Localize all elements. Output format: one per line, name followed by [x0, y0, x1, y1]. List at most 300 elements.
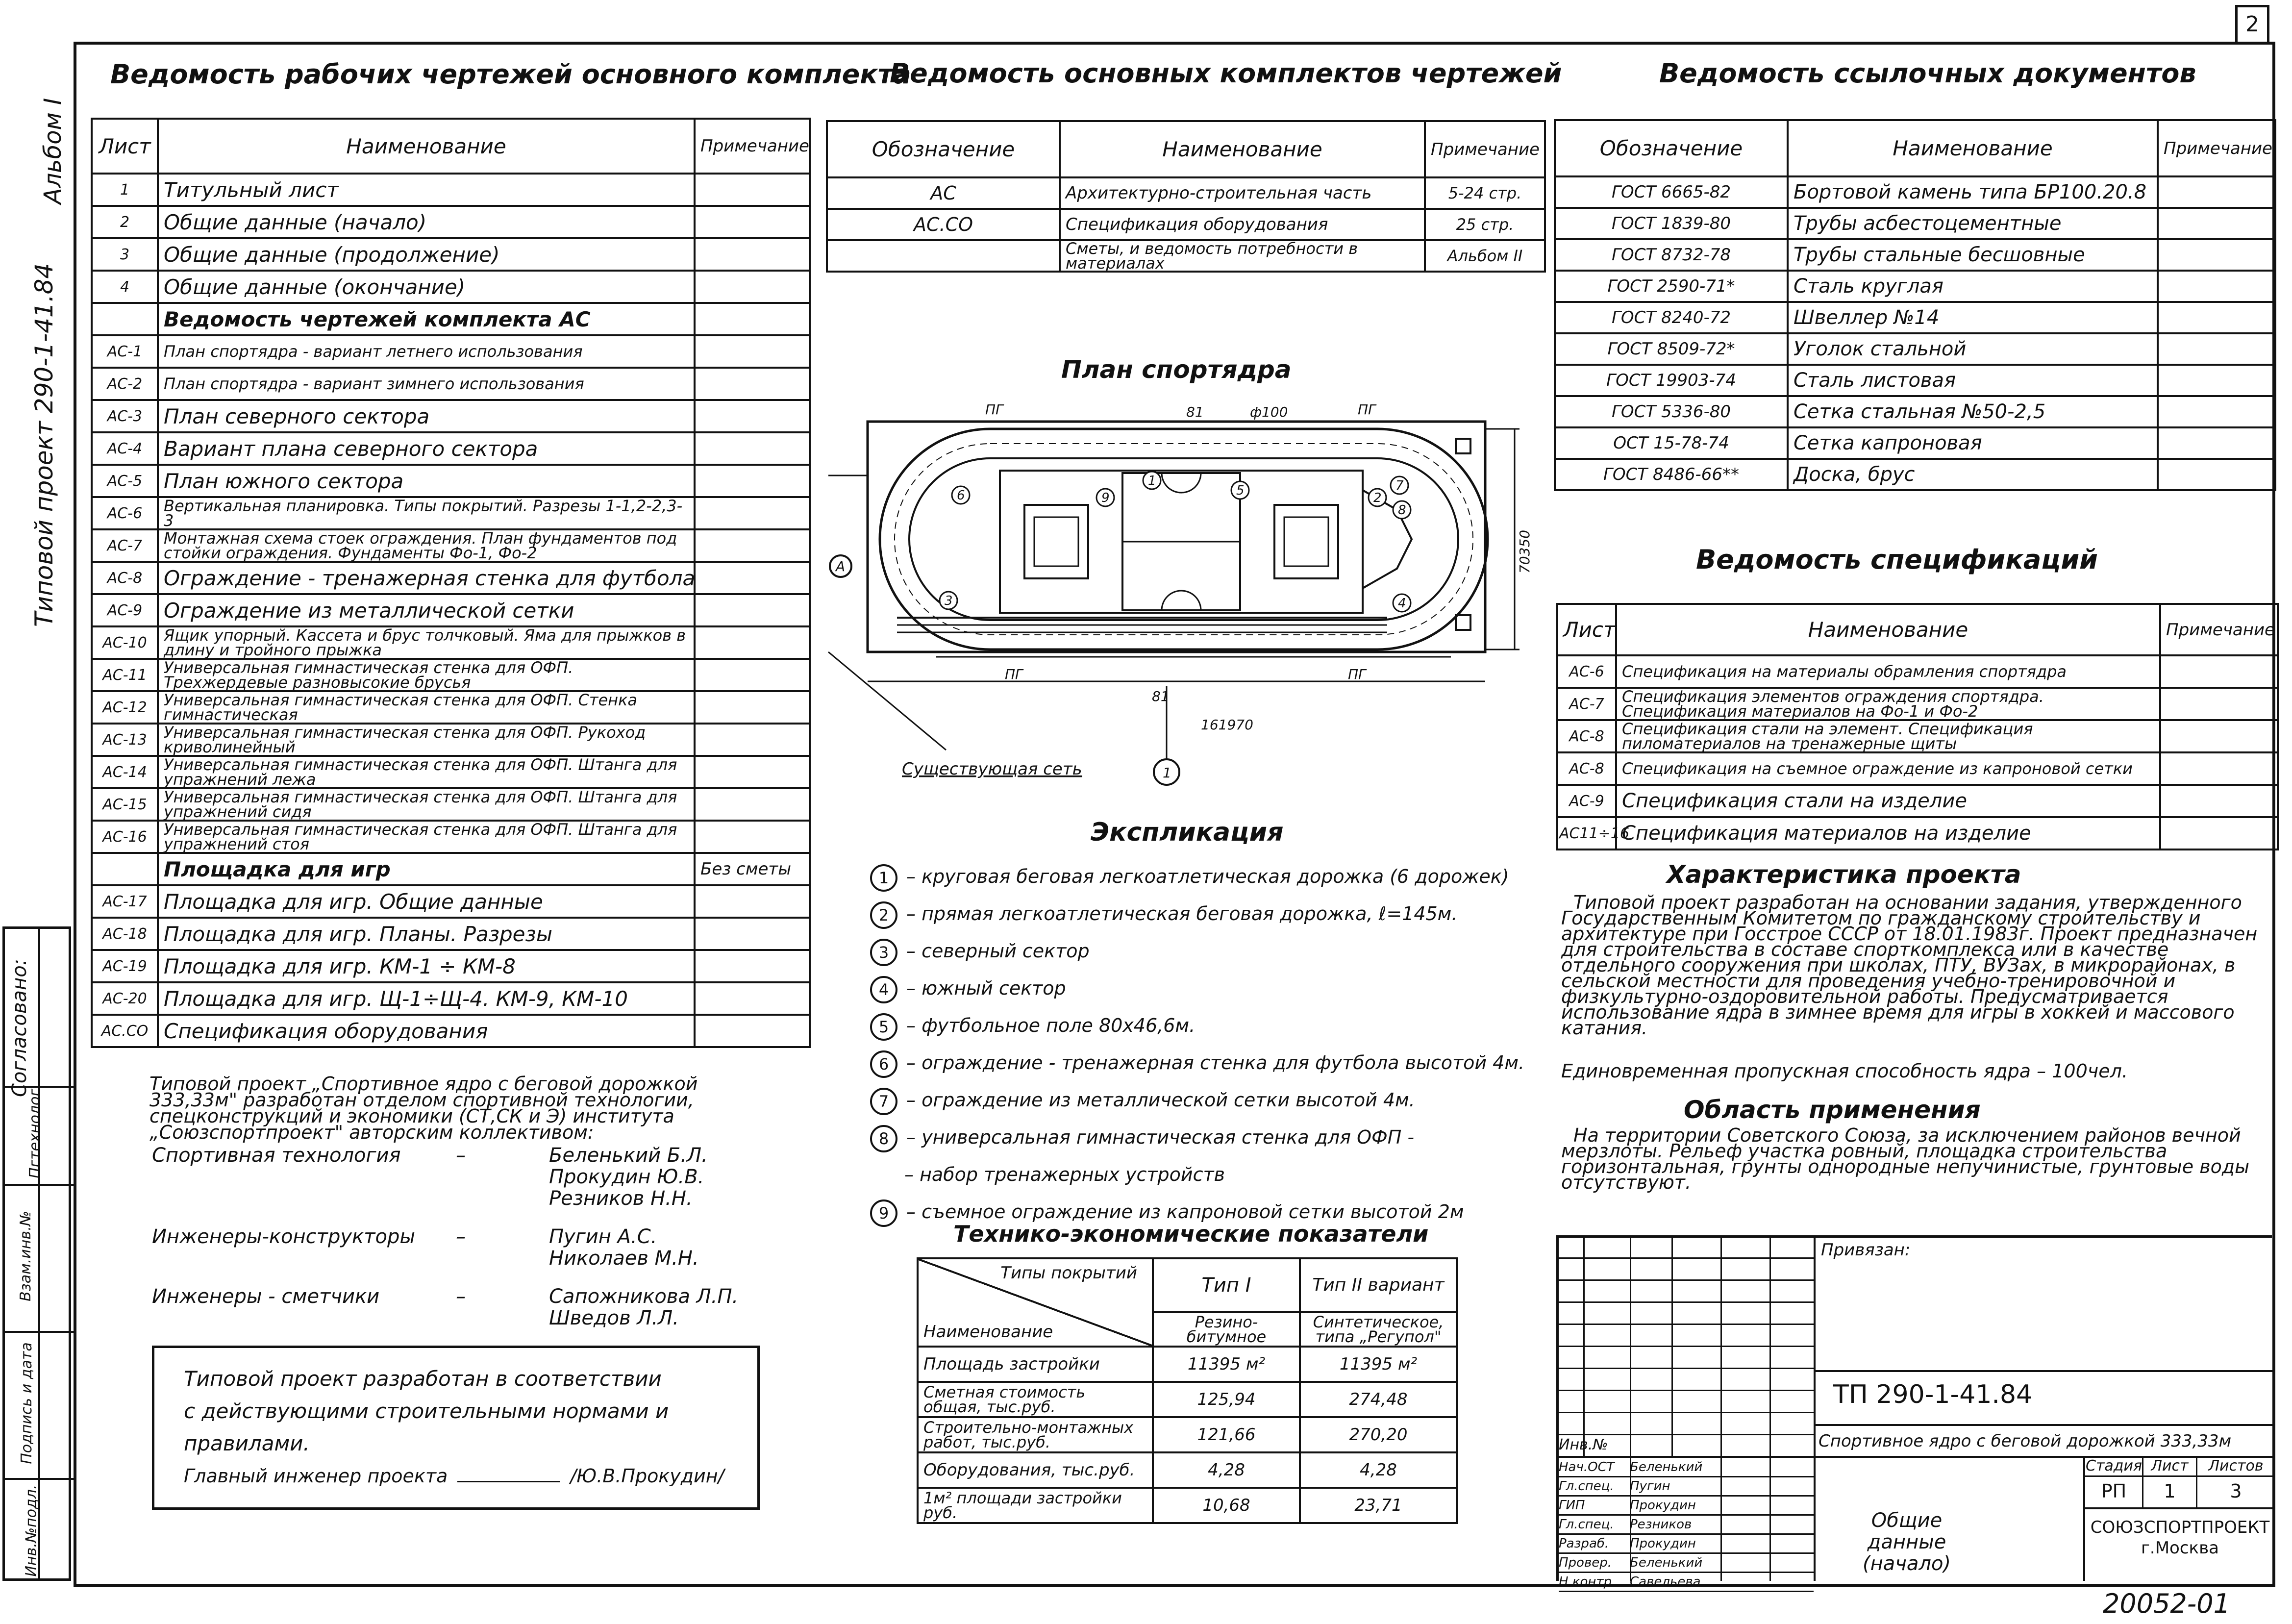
t2-name: Спецификация оборудования	[1060, 209, 1425, 240]
main-sets-table	[826, 120, 1546, 273]
t1-row	[92, 562, 810, 594]
role-row	[1559, 1535, 1814, 1554]
expl-num: 2	[870, 901, 897, 929]
t4-row	[1557, 655, 2278, 688]
tep-name: 1м² площади застройки руб.	[918, 1488, 1153, 1523]
role-row	[1559, 1573, 1814, 1592]
t3-note	[2158, 176, 2275, 208]
t1-sheet: АС-1	[92, 335, 158, 368]
dim-height: 70350	[1517, 529, 1533, 574]
t4-note	[2160, 720, 2278, 752]
t2-row	[827, 177, 1545, 209]
t4-row	[1557, 785, 2278, 817]
t4-name: Спецификация стали на элемент. Спецификация пиломатериалов на тренажерные щиты	[1616, 720, 2160, 752]
t1-row	[92, 238, 810, 271]
author-names	[549, 1226, 699, 1269]
t1-row	[92, 271, 810, 303]
t4-note	[2160, 785, 2278, 817]
organization: СОЮЗСПОРТПРОЕКТ г.Москва	[2090, 1518, 2270, 1558]
t1-name: Универсальная гимнастическая стенка для ОФП. Трехжердевые разновысокие брусья	[158, 659, 695, 691]
author-name: Николаев М.Н.	[549, 1247, 699, 1270]
t4-sheet: АС-8	[1557, 720, 1616, 752]
t3-row	[1555, 302, 2275, 333]
t1-note	[695, 400, 810, 432]
t1-name: Универсальная гимнастическая стенка для ОФП. Рукоход криволинейный	[158, 724, 695, 756]
t3-note	[2158, 365, 2275, 396]
t3-row	[1555, 365, 2275, 396]
t1-note	[695, 950, 810, 982]
t1-sheet: АС-11	[92, 659, 158, 691]
axis-a: А	[836, 558, 846, 575]
t3-code: ГОСТ 8509-72*	[1555, 333, 1788, 365]
chief-engineer-label: Главный инженер проекта	[184, 1465, 448, 1487]
sheets-value: 3	[2230, 1480, 2242, 1502]
expl-num: 5	[870, 1013, 897, 1041]
t1-sheet: 1	[92, 174, 158, 206]
t1-note	[695, 529, 810, 562]
t1-note	[695, 335, 810, 368]
t3-name: Уголок стальной	[1788, 333, 2158, 365]
tep-type2: 23,71	[1300, 1488, 1457, 1523]
tep-name: Сметная стоимость общая, тыс.руб.	[918, 1382, 1153, 1417]
t1-note	[695, 497, 810, 529]
plan-mark: 2	[1373, 491, 1382, 505]
t1-sheet: АС-6	[92, 497, 158, 529]
expl-item	[870, 970, 1537, 1007]
t1-sheet: АС-4	[92, 432, 158, 465]
t1-row	[92, 918, 810, 950]
tep-name: Площадь застройки	[918, 1347, 1153, 1382]
t1-name: Монтажная схема стоек ограждения. План фундаментов под стойки ограждения. Фундаменты Фо-1, Фо-2	[158, 529, 695, 562]
expl-item	[870, 1081, 1537, 1119]
t4-name: Спецификация стали на изделие	[1616, 785, 2160, 817]
t1-note	[695, 724, 810, 756]
attached-label: Привязан:	[1821, 1240, 1911, 1260]
t3-code: ГОСТ 8486-66**	[1555, 459, 1788, 490]
tep-row	[918, 1488, 1457, 1523]
role-person: Прокудин	[1630, 1536, 1696, 1551]
t1-note	[695, 788, 810, 821]
t1-row	[92, 724, 810, 756]
sheet-value: 1	[2164, 1480, 2176, 1502]
sheet-header: Лист	[2151, 1457, 2189, 1474]
expl-text: – ограждение из металлической сетки высотой 4м.	[906, 1089, 1415, 1111]
tep-row	[918, 1452, 1457, 1488]
expl-item	[870, 1044, 1537, 1081]
t1-note	[695, 918, 810, 950]
stamp-agreed: Согласовано:	[8, 958, 31, 1097]
t3-h-name: Наименование	[1788, 120, 2158, 176]
stamp-replace-inv: Взам.инв.№	[17, 1211, 34, 1301]
tep-type2: 4,28	[1300, 1452, 1457, 1488]
t3-name: Сетка стальная №50-2,5	[1788, 396, 2158, 427]
author-name: Резников Н.Н.	[549, 1187, 693, 1210]
authors-intro: Типовой проект „Спортивное ядро с беговой дорожкой 333,33м" разработан отделом спортивной технологии, спецконструкций и экономики (СТ,СК и Э) института „Союзспортпроект" авторским коллективом:	[149, 1073, 698, 1143]
t1-name: Общие данные (продолжение)	[158, 238, 695, 271]
expl-num: 9	[870, 1199, 897, 1227]
t1-row	[92, 982, 810, 1015]
t4-h-sheet: Лист	[1557, 604, 1616, 655]
role-person: Прокудин	[1630, 1498, 1696, 1513]
t1-row	[92, 821, 810, 853]
t1-row	[92, 206, 810, 238]
area-title: Область применения	[1684, 1096, 1981, 1124]
t4-row	[1557, 752, 2278, 785]
t1-note	[695, 756, 810, 788]
expl-text: – набор тренажерных устройств	[904, 1164, 1225, 1185]
page-number: 2	[2245, 12, 2259, 37]
t1-row	[92, 1015, 810, 1047]
t1-name: Ведомость чертежей комплекта АС	[158, 303, 695, 335]
plan-mark: 9	[1101, 491, 1110, 505]
author-dash: –	[456, 1285, 466, 1308]
t4-name: Спецификация на съемное ограждение из капроновой сетки	[1616, 752, 2160, 785]
t3-name: Доска, брус	[1788, 459, 2158, 490]
plan-mark: 8	[1398, 503, 1406, 518]
tep-type1: 121,66	[1153, 1417, 1300, 1452]
t3-code: ГОСТ 2590-71*	[1555, 271, 1788, 302]
t4-name: Спецификация материалов на изделие	[1616, 817, 2160, 849]
t1-name: Площадка для игр. Общие данные	[158, 885, 695, 918]
t1-name: Ограждение из металлической сетки	[158, 594, 695, 626]
t3-row	[1555, 333, 2275, 365]
t1-note	[695, 562, 810, 594]
t3-code: ГОСТ 19903-74	[1555, 365, 1788, 396]
t3-code: ОСТ 15-78-74	[1555, 427, 1788, 459]
role-person: Пугин	[1630, 1479, 1670, 1494]
left-stamp	[2, 926, 71, 1581]
t1-note	[695, 303, 810, 335]
existing-net-label: Существующая сеть	[902, 759, 1082, 779]
t3-name: Сталь круглая	[1788, 271, 2158, 302]
t1-sheet: АС-17	[92, 885, 158, 918]
specifications-table	[1556, 603, 2279, 850]
expl-text: – ограждение - тренажерная стенка для футбола высотой 4м.	[906, 1052, 1525, 1074]
t1-row	[92, 788, 810, 821]
t1-row	[92, 174, 810, 206]
page-number-box	[2235, 5, 2269, 42]
dim-81-top: 81	[1186, 404, 1204, 420]
authors-list	[152, 1145, 770, 1346]
t1-note	[695, 821, 810, 853]
t1-note	[695, 238, 810, 271]
role-person: Савельева	[1630, 1574, 1701, 1589]
t1-name: Титульный лист	[158, 174, 695, 206]
t1-note	[695, 594, 810, 626]
t3-name: Сталь листовая	[1788, 365, 2158, 396]
t1-sheet: АС-5	[92, 465, 158, 497]
t4-note	[2160, 655, 2278, 688]
t1-note	[695, 982, 810, 1015]
stage-header: Стадия	[2086, 1457, 2143, 1474]
t1-row	[92, 335, 810, 368]
tep-row	[918, 1417, 1457, 1452]
tep-type1: 125,94	[1153, 1382, 1300, 1417]
t1-name: Площадка для игр. КМ-1 ÷ КМ-8	[158, 950, 695, 982]
t3-code: ГОСТ 5336-80	[1555, 396, 1788, 427]
tep-row	[918, 1347, 1457, 1382]
tep-type2: 274,48	[1300, 1382, 1457, 1417]
role-row	[1559, 1477, 1814, 1497]
tep-name: Оборудования, тыс.руб.	[918, 1452, 1153, 1488]
tep-type1: 11395 м²	[1153, 1347, 1300, 1382]
t3-row	[1555, 208, 2275, 239]
side-label	[20, 98, 67, 637]
expl-num: 4	[870, 976, 897, 1003]
explication-list	[870, 858, 1537, 1230]
plan-title: План спортядра	[1061, 355, 1292, 384]
t4-name: Спецификация элементов ограждения спортядра. Спецификация материалов на Фо-1 и Фо-2	[1616, 688, 2160, 720]
expl-text: – универсальная гимнастическая стенка для ОФП -	[906, 1126, 1415, 1148]
t3-row	[1555, 271, 2275, 302]
t1-name: План спортядра - вариант зимнего использования	[158, 368, 695, 400]
t4-title: Ведомость спецификаций	[1696, 544, 2098, 575]
expl-text: – съемное ограждение из капроновой сетки высотой 2м	[906, 1201, 1464, 1223]
author-group	[152, 1226, 770, 1269]
t2-code	[827, 240, 1060, 272]
t3-note	[2158, 208, 2275, 239]
pg-1: ПГ	[985, 401, 1003, 418]
sheets-header: Листов	[2208, 1457, 2264, 1474]
t3-note	[2158, 459, 2275, 490]
expl-item	[870, 858, 1537, 895]
t1-row	[92, 400, 810, 432]
t3-code: ГОСТ 8732-78	[1555, 239, 1788, 271]
t1-note	[695, 465, 810, 497]
t1-sheet	[92, 303, 158, 335]
dim-81-bottom: 81	[1152, 688, 1170, 704]
char-text: Типовой проект разработан на основании задания, утвержденного Государственным Комитетом по гражданскому строительству и архитектуре при Госстрое СССР от 18.01.1983г. Проект предназначен для строительства в составе спорткомплекса или в качестве отдельного сооружения при школах, ПТУ, ВУЗах, в микрорайонах, в сельской местности для проведения учебно-тренировочной и физкультурно-оздоровительной работы. Предусматривается использование ядра в зимнее время для игры в хоккей и массового катания.	[1561, 892, 2258, 1039]
author-name: Беленький Б.Л.	[549, 1144, 708, 1167]
stamp-sign-date: Подпись и дата	[18, 1342, 35, 1464]
t3-name: Швеллер №14	[1788, 302, 2158, 333]
t2-h-name: Наименование	[1060, 121, 1425, 177]
box-line-1: Типовой проект разработан в соответствии	[184, 1367, 662, 1391]
t1-name: Вертикальная планировка. Типы покрытий. Разрезы 1-1,2-2,3-3	[158, 497, 695, 529]
t3-code: ГОСТ 6665-82	[1555, 176, 1788, 208]
t1-h-name: Наименование	[158, 119, 695, 174]
t3-name: Трубы стальные бесшовные	[1788, 239, 2158, 271]
t1-sheet: АС-14	[92, 756, 158, 788]
tep-h-t2: Тип II вариант	[1300, 1258, 1457, 1312]
t1-sheet: АС-18	[92, 918, 158, 950]
dim-phi100: ф100	[1250, 404, 1288, 420]
expl-item	[870, 1156, 1537, 1193]
expl-text: – футбольное поле 80х46,6м.	[906, 1015, 1196, 1036]
t4-sheet: АС-8	[1557, 752, 1616, 785]
expl-text: – круговая беговая легкоатлетическая дорожка (6 дорожек)	[906, 866, 1509, 887]
roles-list	[1559, 1458, 1814, 1592]
t1-h-note: Примечание	[695, 119, 810, 174]
album-label: Альбом I	[39, 98, 67, 204]
char-title: Характеристика проекта	[1667, 860, 2021, 889]
expl-item	[870, 895, 1537, 932]
t2-row	[827, 209, 1545, 240]
t3-name: Трубы асбестоцементные	[1788, 208, 2158, 239]
track-inner	[909, 458, 1458, 620]
t1-row	[92, 659, 810, 691]
t3-note	[2158, 302, 2275, 333]
t1-sheet: АС-7	[92, 529, 158, 562]
tep-title: Технико-экономические показатели	[953, 1221, 1429, 1247]
author-group	[152, 1286, 770, 1329]
stamp-inv: Инв.№подл.	[23, 1484, 40, 1577]
t1-name: Универсальная гимнастическая стенка для ОФП. Штанга для упражнений лежа	[158, 756, 695, 788]
signature	[457, 1481, 560, 1482]
sport-core-plan	[828, 392, 1534, 794]
author-name: Пугин А.С.	[549, 1225, 657, 1248]
chief-engineer-name: /Ю.В.Прокудин/	[570, 1465, 724, 1487]
tep-row	[918, 1382, 1457, 1417]
t1-title: Ведомость рабочих чертежей основного комплекта	[110, 59, 911, 90]
t1-note	[695, 368, 810, 400]
t3-name: Бортовой камень типа БР100.20.8	[1788, 176, 2158, 208]
box-line-2: с действующими строительными нормами и	[184, 1399, 669, 1423]
t2-name: Сметы, и ведомость потребности в материалах	[1060, 240, 1425, 272]
tep-h-types: Типы покрытий	[1000, 1263, 1137, 1283]
expl-text: – южный сектор	[906, 977, 1066, 999]
t4-name: Спецификация на материалы обрамления спортядра	[1616, 655, 2160, 688]
t3-h-note: Примечание	[2158, 120, 2275, 176]
t1-name: Ящик упорный. Кассета и брус толчковый. Яма для прыжков в длину и тройного прыжка	[158, 626, 695, 659]
role-title: Гл.спец.	[1559, 1479, 1614, 1494]
t1-row	[92, 950, 810, 982]
role-title: Нач.ОСТ	[1559, 1460, 1615, 1474]
box-line-3: правилами.	[184, 1431, 310, 1455]
t1-note	[695, 691, 810, 724]
t1-name: План северного сектора	[158, 400, 695, 432]
sheet-title: Общие данные (начало)	[1862, 1509, 1951, 1575]
expl-item	[870, 1007, 1537, 1044]
t3-note	[2158, 333, 2275, 365]
plan-mark: 7	[1395, 478, 1404, 493]
t1-name: План спортядра - вариант летнего использования	[158, 335, 695, 368]
pg-4: ПГ	[1348, 666, 1366, 682]
project-name: Спортивное ядро с беговой дорожкой 333,33м	[1819, 1431, 2232, 1451]
author-name: Сапожникова Л.П.	[549, 1285, 739, 1308]
t1-sheet: АС-3	[92, 400, 158, 432]
compliance-box	[152, 1346, 760, 1510]
t1-sheet: АС-12	[92, 691, 158, 724]
role-title: Разраб.	[1559, 1536, 1609, 1551]
t1-row	[92, 853, 810, 885]
t1-note	[695, 626, 810, 659]
t2-note: Альбом II	[1425, 240, 1545, 272]
track-outer	[880, 429, 1488, 650]
author-name: Прокудин Ю.В.	[549, 1166, 704, 1188]
stamp-technologist: Пгтехнолог	[26, 1088, 44, 1179]
expl-num: 3	[870, 939, 897, 966]
t1-row	[92, 626, 810, 659]
t1-note	[695, 432, 810, 465]
t1-sheet: АС-20	[92, 982, 158, 1015]
char-capacity: Единовременная пропускная способность ядра – 100чел.	[1561, 1060, 2128, 1082]
author-role: Инженеры-конструкторы	[152, 1225, 415, 1248]
t1-name: Общие данные (начало)	[158, 206, 695, 238]
t3-note	[2158, 427, 2275, 459]
t2-name: Архитектурно-строительная часть	[1060, 177, 1425, 209]
t1-sheet: АС-13	[92, 724, 158, 756]
t1-name: Площадка для игр. Планы. Разрезы	[158, 918, 695, 950]
stage-value: РП	[2101, 1480, 2127, 1502]
role-row	[1559, 1458, 1814, 1477]
t3-name: Сетка капроновая	[1788, 427, 2158, 459]
project-code: ТП 290-1-41.84	[1833, 1380, 2033, 1409]
t1-name: Вариант плана северного сектора	[158, 432, 695, 465]
t3-row	[1555, 427, 2275, 459]
t4-sheet: АС11÷16	[1557, 817, 1616, 849]
t4-h-note: Примечание	[2160, 604, 2278, 655]
t3-note	[2158, 239, 2275, 271]
t1-sheet: АС.СО	[92, 1015, 158, 1047]
t1-sheet: АС-8	[92, 562, 158, 594]
expl-item	[870, 1119, 1537, 1156]
expl-num: 7	[870, 1088, 897, 1115]
tep-h-name: Наименование	[923, 1322, 1053, 1342]
t2-note: 5-24 стр.	[1425, 177, 1545, 209]
t1-note: Без сметы	[695, 853, 810, 885]
role-row	[1559, 1516, 1814, 1535]
t2-code: АС.СО	[827, 209, 1060, 240]
t4-note	[2160, 688, 2278, 720]
author-role: Спортивная технология	[152, 1144, 401, 1167]
t1-sheet: АС-19	[92, 950, 158, 982]
expl-text: – прямая легкоатлетическая беговая дорожка, ℓ=145м.	[906, 903, 1458, 924]
role-title: Провер.	[1559, 1555, 1612, 1570]
t1-sheet: АС-10	[92, 626, 158, 659]
tep-type1: 10,68	[1153, 1488, 1300, 1523]
project-label: Типовой проект 290-1-41.84	[30, 263, 58, 627]
author-name: Шведов Л.Л.	[549, 1307, 679, 1329]
author-role: Инженеры - сметчики	[152, 1285, 380, 1308]
inv-label: Инв.№	[1559, 1436, 1608, 1453]
plan-mark: 3	[945, 594, 953, 608]
t1-row	[92, 368, 810, 400]
t3-row	[1555, 176, 2275, 208]
t3-row	[1555, 239, 2275, 271]
tep-h-t1: Тип I	[1153, 1258, 1300, 1312]
dim-width: 161970	[1201, 717, 1253, 733]
role-title: ГИП	[1559, 1498, 1585, 1513]
t1-row	[92, 432, 810, 465]
tep-name: Строительно-монтажных работ, тыс.руб.	[918, 1417, 1153, 1452]
area-text: На территории Советского Союза, за исключением районов вечной мерзлоты. Рельеф участка ровный, площадка строительства горизонтальная, грунты однородные непучинистые, грунтовые воды отсутствуют.	[1561, 1124, 2250, 1193]
t1-sheet: 4	[92, 271, 158, 303]
t3-note	[2158, 271, 2275, 302]
t4-row	[1557, 688, 2278, 720]
working-drawings-table	[91, 118, 811, 1048]
t1-name: Ограждение - тренажерная стенка для футбола	[158, 562, 695, 594]
t1-row	[92, 885, 810, 918]
t1-name: Площадка для игр	[158, 853, 695, 885]
t1-name: Спецификация оборудования	[158, 1015, 695, 1047]
t3-row	[1555, 459, 2275, 490]
t1-name: Универсальная гимнастическая стенка для ОФП. Штанга для упражнений стоя	[158, 821, 695, 853]
t4-h-name: Наименование	[1616, 604, 2160, 655]
t3-code: ГОСТ 8240-72	[1555, 302, 1788, 333]
t1-note	[695, 206, 810, 238]
t1-name: План южного сектора	[158, 465, 695, 497]
axis-1: 1	[1163, 765, 1171, 781]
t2-h-note: Примечание	[1425, 121, 1545, 177]
t1-sheet: АС-15	[92, 788, 158, 821]
tep-diag-cell	[918, 1258, 1153, 1347]
t3-code: ГОСТ 1839-80	[1555, 208, 1788, 239]
t1-sheet: 2	[92, 206, 158, 238]
t1-row	[92, 756, 810, 788]
t2-title: Ведомость основных комплектов чертежей	[890, 58, 1562, 89]
t1-row	[92, 691, 810, 724]
